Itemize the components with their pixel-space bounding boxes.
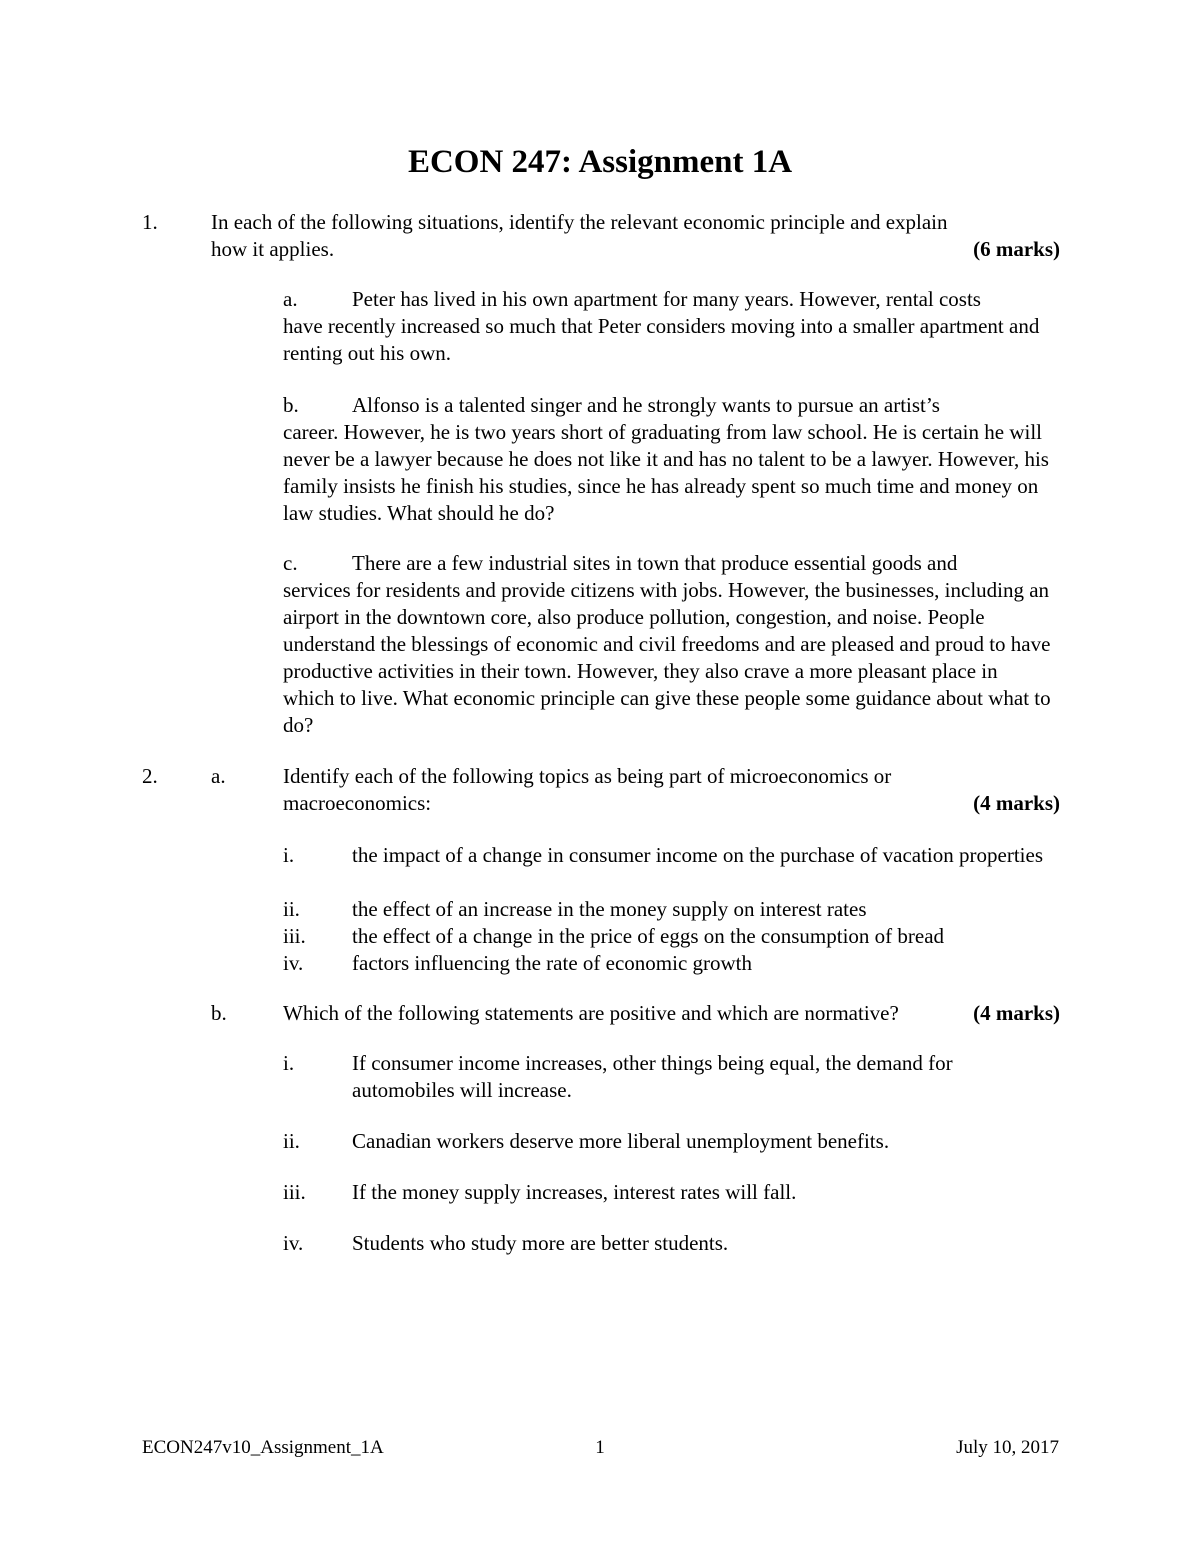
question-2b-item-iv-label: iv. xyxy=(283,1231,304,1255)
question-2b-item-i-text: If consumer income increases, other things being equal, the demand for automobiles will increase. xyxy=(352,1051,953,1102)
question-1-prompt-line-1: In each of the following situations, identify the relevant economic principle and explain xyxy=(211,210,948,234)
question-2a-item-iv-text: factors influencing the rate of economic growth xyxy=(352,951,753,975)
question-2b-item-i-label: i. xyxy=(283,1051,295,1075)
question-1-number: 1. xyxy=(142,210,158,234)
question-1a-first-line: Peter has lived in his own apartment for many years. However, rental costs xyxy=(352,287,981,311)
question-1b-label: b. xyxy=(283,393,299,417)
question-2a-item-ii-label: ii. xyxy=(283,897,300,921)
question-2b-item-ii-text: Canadian workers deserve more liberal unemployment benefits. xyxy=(352,1129,890,1153)
question-2a-item-iii-label: iii. xyxy=(283,924,306,948)
question-2b-item-iii-text: If the money supply increases, interest rates will fall. xyxy=(352,1180,797,1204)
question-1-prompt-line-2: how it applies. xyxy=(211,237,335,261)
footer-date: July 10, 2017 xyxy=(956,1437,1059,1458)
question-2b-marks: (4 marks) xyxy=(973,1001,1060,1025)
question-1c-label: c. xyxy=(283,551,298,575)
question-1c-body: services for residents and provide citizens with jobs. However, the businesses, including an airport in the downtown core, also produce pollution, congestion, and noise. People understand the blessings of economic and civil freedoms and are pleased and proud to have productive activities in their town. However, they also crave a more pleasant place in which to live. What economic principle can give these people some guidance about what to do? xyxy=(283,578,1051,737)
question-2a-item-iii-text: the effect of a change in the price of eggs on the consumption of bread xyxy=(352,924,945,948)
question-1b-first-line: Alfonso is a talented singer and he strongly wants to pursue an artist’s xyxy=(352,393,940,417)
question-2b-item-ii-label: ii. xyxy=(283,1129,300,1153)
question-2b-label: b. xyxy=(211,1001,227,1025)
question-1b-body: career. However, he is two years short of graduating from law school. He is certain he will never be a lawyer because he does not like it and has no talent to be a lawyer. However, his family insists he finish his studies, since he has already spent so much time and money on law studies. What should he do? xyxy=(283,420,1049,525)
question-2a-item-i-text: the impact of a change in consumer income on the purchase of vacation properties xyxy=(352,843,1043,867)
question-2a-marks: (4 marks) xyxy=(973,791,1060,815)
question-2-number: 2. xyxy=(142,764,158,788)
question-2a-prompt-line-2: macroeconomics: xyxy=(283,791,432,815)
question-1-marks: (6 marks) xyxy=(973,237,1060,261)
question-1a-body: have recently increased so much that Peter considers moving into a smaller apartment and renting out his own. xyxy=(283,314,1040,365)
footer-page-number: 1 xyxy=(595,1437,605,1458)
question-2a-item-i-label: i. xyxy=(283,843,295,867)
footer-document-name: ECON247v10_Assignment_1A xyxy=(142,1437,384,1458)
question-2b-item-iv-text: Students who study more are better students. xyxy=(352,1231,729,1255)
question-2a-prompt-line-1: Identify each of the following topics as being part of microeconomics or xyxy=(283,764,892,788)
question-1c-first-line: There are a few industrial sites in town that produce essential goods and xyxy=(352,551,958,575)
question-1a-label: a. xyxy=(283,287,298,311)
question-2a-item-ii-text: the effect of an increase in the money supply on interest rates xyxy=(352,897,867,921)
question-2a-label: a. xyxy=(211,764,226,788)
question-2b-prompt: Which of the following statements are positive and which are normative? xyxy=(283,1001,899,1025)
page-title: ECON 247: Assignment 1A xyxy=(407,144,793,180)
question-2b-item-iii-label: iii. xyxy=(283,1180,306,1204)
question-2a-item-iv-label: iv. xyxy=(283,951,304,975)
